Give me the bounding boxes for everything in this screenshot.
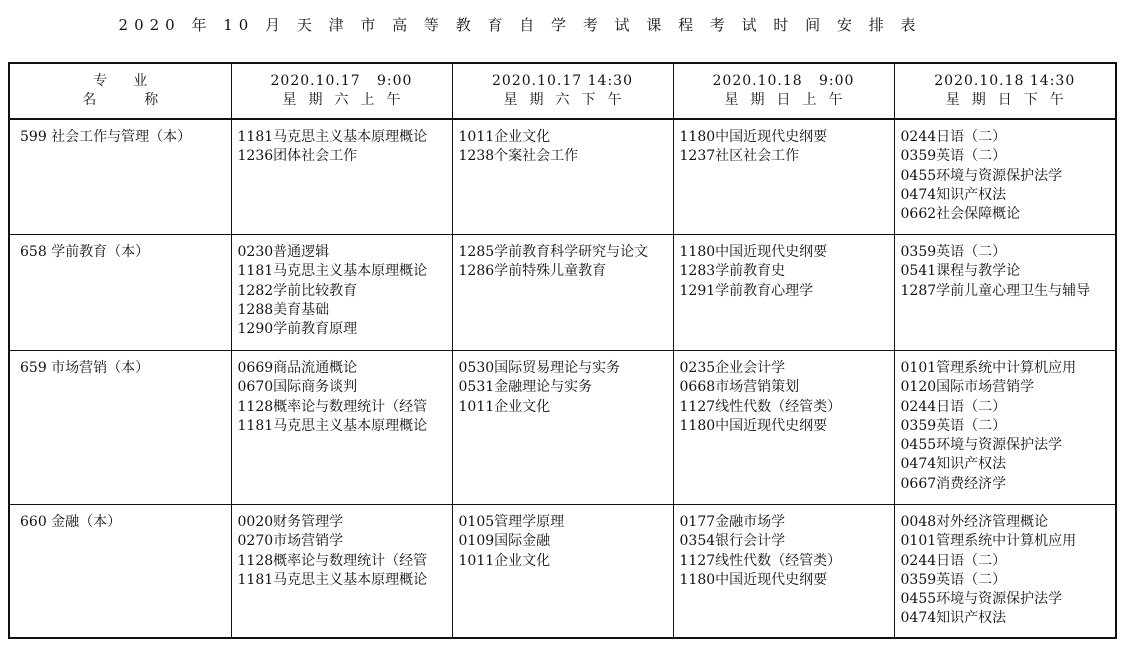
course-item: 0668市场营销策划 [679, 379, 800, 396]
course-item: 0020财务管理学 [237, 514, 344, 530]
course-item: 0359英语（二） [900, 417, 1007, 434]
course-item: 0474知识产权法 [900, 456, 1007, 473]
session-label: 星期日上午 [724, 92, 855, 108]
session-header [894, 63, 1116, 119]
session-header [452, 63, 673, 119]
course-cell [894, 235, 1116, 351]
exam-schedule-table [8, 62, 1117, 639]
course-item: 1181马克思主义基本原理概论 [237, 263, 428, 280]
course-item: 0455环境与资源保护法学 [900, 167, 1063, 184]
course-cell [894, 505, 1116, 639]
course-cell [894, 351, 1116, 505]
course-item: 0670国际商务谈判 [237, 379, 358, 396]
session-header [673, 63, 894, 119]
course-item: 0048对外经济管理概论 [900, 514, 1049, 530]
major-header-line2: 名称 [82, 92, 207, 108]
course-item: 1128概率论与数理统计（经管 [237, 398, 428, 415]
course-item: 0359英语（二） [900, 148, 1007, 165]
course-item: 1180中国近现代史纲要 [679, 571, 828, 588]
course-item: 0474知识产权法 [900, 186, 1007, 203]
course-item: 0270市场营销学 [237, 533, 344, 550]
course-cell [673, 505, 894, 639]
course-item: 0109国际金融 [458, 533, 551, 550]
course-item: 0101管理系统中计算机应用 [900, 360, 1077, 376]
course-item: 1011企业文化 [458, 398, 551, 415]
course-item: 1180中国近现代史纲要 [679, 129, 828, 145]
course-item: 1283学前教育史 [679, 263, 786, 280]
course-item: 1180中国近现代史纲要 [679, 417, 828, 434]
course-item: 1181马克思主义基本原理概论 [237, 417, 428, 434]
course-cell [452, 351, 673, 505]
course-item: 0101管理系统中计算机应用 [900, 533, 1077, 550]
course-item: 1127线性代数（经管类） [679, 398, 842, 415]
session-label: 星期六下午 [503, 92, 634, 108]
major-header [9, 63, 231, 119]
session-label: 星期六上午 [282, 92, 413, 108]
course-item: 0244日语（二） [900, 552, 1007, 569]
course-item: 0177金融市场学 [679, 514, 786, 530]
course-item: 0244日语（二） [900, 398, 1007, 415]
page-title: 2020 年 10 月 天 津 市 高 等 教 育 自 学 考 试 课 程 考 试 时 间 安 排 表 [118, 16, 922, 34]
course-cell [231, 119, 452, 235]
course-item: 1287学前儿童心理卫生与辅导 [900, 282, 1091, 299]
course-item: 0541课程与教学论 [900, 263, 1021, 280]
course-item: 1282学前比较教育 [237, 282, 358, 299]
course-item: 0669商品流通概论 [237, 360, 358, 376]
course-item: 0531金融理论与实务 [458, 379, 593, 396]
course-item: 1127线性代数（经管类） [679, 552, 842, 569]
course-cell [452, 505, 673, 639]
session-date: 2020.10.17 14:30 [492, 73, 633, 89]
table-row [9, 351, 1116, 505]
course-cell [231, 505, 452, 639]
table-row [9, 505, 1116, 639]
course-item: 0474知识产权法 [900, 610, 1007, 627]
course-item: 1180中国近现代史纲要 [679, 244, 828, 260]
header-row [9, 63, 1116, 119]
table-row [9, 235, 1116, 351]
course-item: 1286学前特殊儿童教育 [458, 263, 607, 280]
course-item: 0235企业会计学 [679, 360, 786, 376]
course-item: 1011企业文化 [458, 129, 551, 145]
course-cell [894, 119, 1116, 235]
course-item: 0354银行会计学 [679, 533, 786, 550]
course-item: 0105管理学原理 [458, 514, 565, 530]
course-item: 1011企业文化 [458, 552, 551, 569]
course-cell [452, 235, 673, 351]
session-date: 2020.10.17 9:00 [270, 73, 413, 89]
course-cell [673, 119, 894, 235]
course-item: 1285学前教育科学研究与论文 [458, 244, 649, 260]
major-cell: 659 市场营销（本） [9, 351, 231, 505]
major-cell: 658 学前教育（本） [9, 235, 231, 351]
session-header [231, 63, 452, 119]
course-item: 1181马克思主义基本原理概论 [237, 571, 428, 588]
session-label: 星期日下午 [945, 92, 1076, 108]
session-date: 2020.10.18 9:00 [712, 73, 855, 89]
course-cell [673, 235, 894, 351]
major-cell: 599 社会工作与管理（本） [9, 119, 231, 235]
course-item: 1290学前教育原理 [237, 321, 358, 338]
table-row [9, 119, 1116, 235]
course-cell [452, 119, 673, 235]
course-item: 0359英语（二） [900, 571, 1007, 588]
course-cell [673, 351, 894, 505]
major-header-line1: 专业 [93, 73, 174, 89]
course-item: 0667消费经济学 [900, 475, 1007, 492]
course-item: 0530国际贸易理论与实务 [458, 360, 621, 376]
course-item: 0244日语（二） [900, 129, 1007, 145]
course-item: 1128概率论与数理统计（经管 [237, 552, 428, 569]
course-item: 1181马克思主义基本原理概论 [237, 129, 428, 145]
course-item: 1291学前教育心理学 [679, 282, 814, 299]
course-item: 1237社区社会工作 [679, 148, 800, 165]
course-item: 0662社会保障概论 [900, 206, 1021, 223]
session-date: 2020.10.18 14:30 [934, 73, 1076, 89]
course-item: 0455环境与资源保护法学 [900, 591, 1063, 608]
major-cell: 660 金融（本） [9, 505, 231, 639]
course-cell [231, 235, 452, 351]
course-item: 0455环境与资源保护法学 [900, 437, 1063, 454]
course-cell [231, 351, 452, 505]
course-item: 0230普通逻辑 [237, 244, 330, 260]
course-item: 0359英语（二） [900, 244, 1007, 260]
course-item: 1236团体社会工作 [237, 148, 358, 165]
course-item: 1288美育基础 [237, 301, 330, 318]
course-item: 0120国际市场营销学 [900, 379, 1035, 396]
course-item: 1238个案社会工作 [458, 148, 579, 165]
